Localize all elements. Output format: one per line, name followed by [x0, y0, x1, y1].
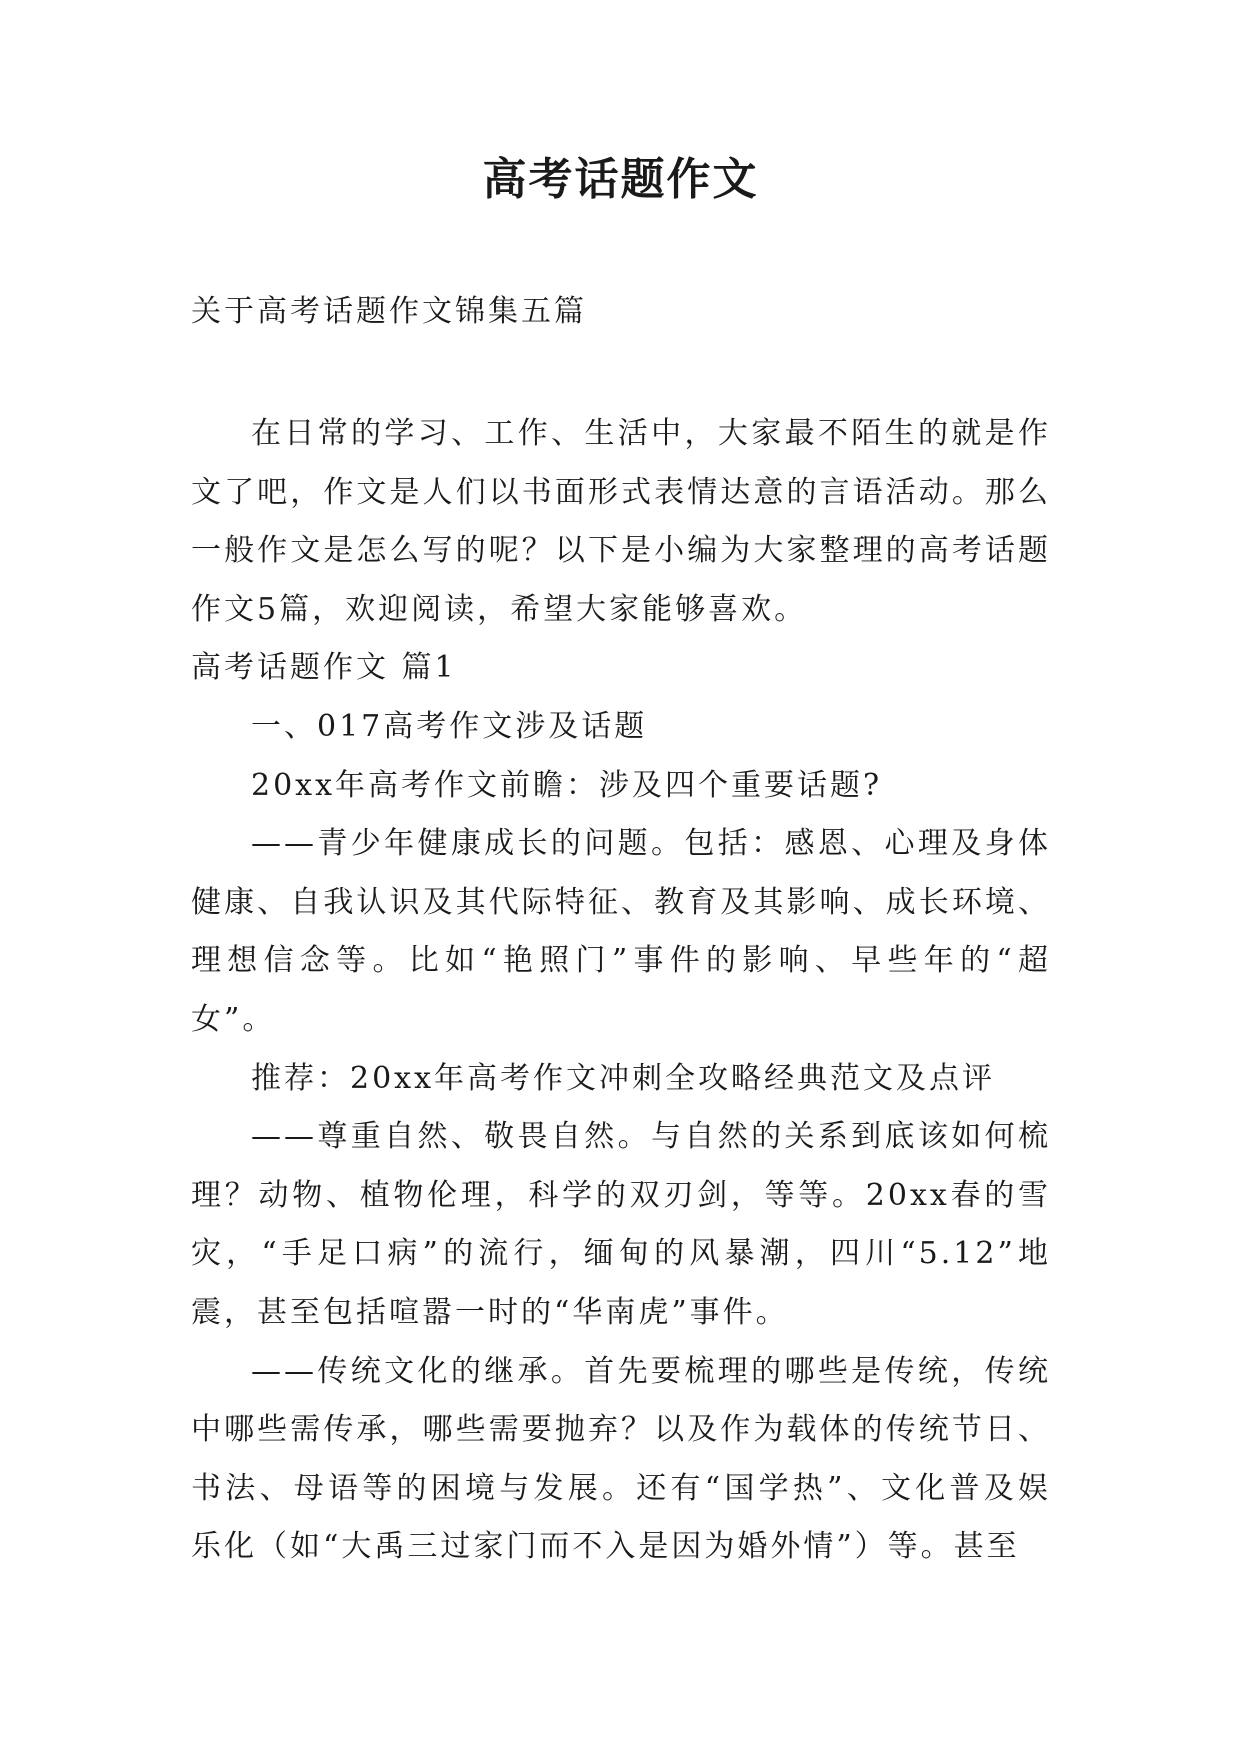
paragraph-recommendation: 推荐：20xx年高考作文冲刺全攻略经典范文及点评: [251, 1060, 996, 1096]
paragraph-youth-growth: ——青少年健康成长的问题。包括：感恩、心理及身体健康、自我认识及其代际特征、教育及其影响、成长环境、理想信念等。比如“艳照门”事件的影响、早些年的“超女”。: [191, 826, 1051, 1037]
document-title: 高考话题作文: [482, 154, 759, 205]
document-body: [191, 405, 1051, 1577]
intro-paragraph: 在日常的学习、工作、生活中，大家最不陌生的就是作文了吧，作文是人们以书面形式表情达意的言语活动。那么一般作文是怎么写的呢？以下是小编为大家整理的高考话题作文5篇，欢迎阅读，希望大家能够喜欢。: [191, 416, 1051, 627]
paragraph-nature: ——尊重自然、敬畏自然。与自然的关系到底该如何梳理？动物、植物伦理，科学的双刃剑，等等。20xx春的雪灾，“手足口病”的流行，缅甸的风暴潮，四川“5.12”地震，甚至包括喧嚣一时的“华南虎”事件。: [191, 1119, 1051, 1330]
paragraph-tradition: ——传统文化的继承。首先要梳理的哪些是传统，传统中哪些需传承，哪些需要抛弃？以及作为载体的传统节日、书法、母语等的困境与发展。还有“国学热”、文化普及娱乐化（如“大禹三过家门而不入是因为婚外情”）等。甚至: [191, 1353, 1051, 1565]
subheading-topics: 一、017高考作文涉及话题: [251, 708, 648, 744]
document-subtitle: 关于高考话题作文锦集五篇: [191, 294, 587, 329]
section-heading-1: 高考话题作文 篇1: [191, 650, 457, 686]
paragraph-preview: 20xx年高考作文前瞻：涉及四个重要话题?: [251, 767, 883, 803]
